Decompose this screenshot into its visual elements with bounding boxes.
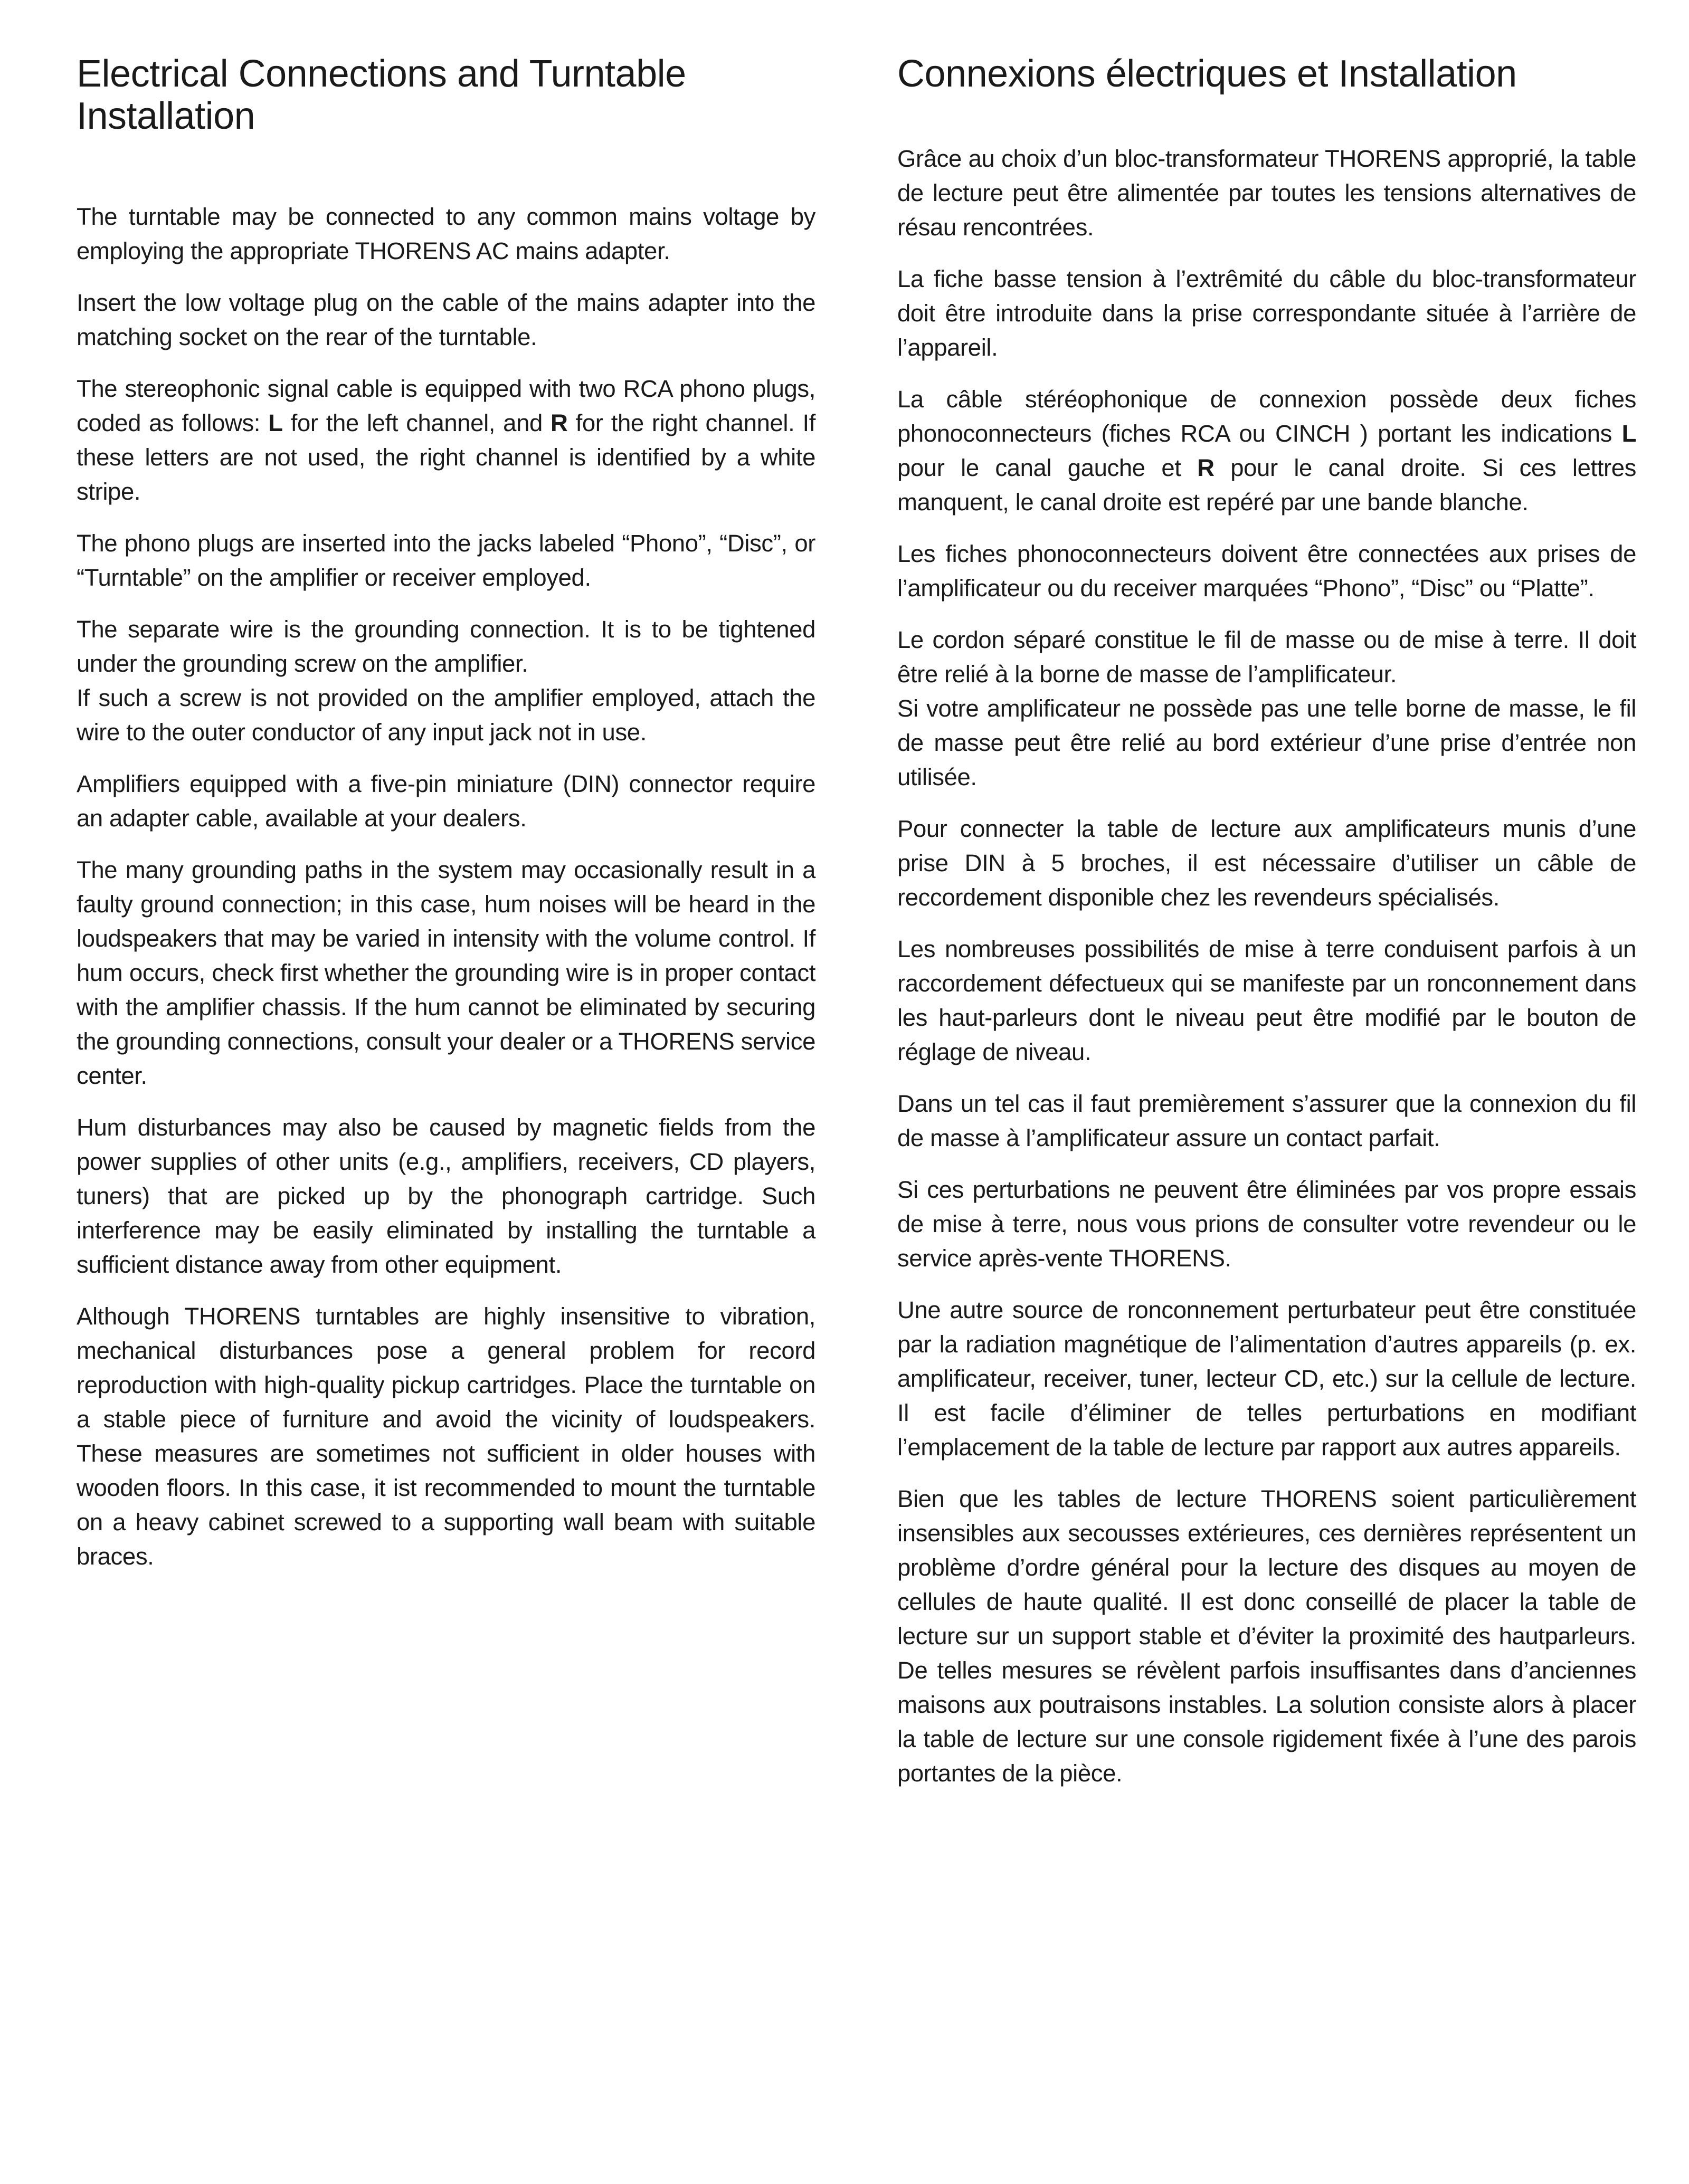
english-paragraph-mains-voltage: The turntable may be connected to any common mains voltage by employing the appropriate THORENS AC mains adapter. bbox=[77, 203, 815, 264]
french-paragraph-check-ground: Dans un tel cas il faut premièrement s’assurer que la connexion du fil de masse à l’amplificateur assure un contact parfait. bbox=[897, 1090, 1636, 1151]
french-signal-cable-text-b: pour le canal gauche et bbox=[897, 454, 1198, 481]
french-paragraph-consult-dealer: Si ces perturbations ne peuvent être éliminées par vos propre essais de mise à terre, nous vous prions de consulter votre revendeur ou le service après-vente THORENS. bbox=[897, 1176, 1636, 1272]
french-paragraph-mains-voltage: Grâce au choix d’un bloc-transformateur THORENS approprié, la table de lecture peut être alimentée par toutes les tensions alternatives de résau rencontrées. bbox=[897, 145, 1636, 241]
french-paragraph-grounding-wire: Le cordon séparé constitue le fil de masse ou de mise à terre. Il doit être relié à la borne de masse de l’amplificateur. bbox=[897, 626, 1636, 688]
english-paragraph-vibration: Although THORENS turntables are highly insensitive to vibration, mechanical disturbances pose a general problem for record reproduction with high-quality pickup cartridges. Place the turntable on a stable piece of furniture and avoid the vicinity of loudspeakers. These measures are sometimes not sufficient in older houses with wooden floors. In this case, it ist recommended to mount the turntable on a heavy cabinet screwed to a supporting wall beam with suitable braces. bbox=[77, 1303, 815, 1570]
english-paragraph-low-voltage-plug: Insert the low voltage plug on the cable of the mains adapter into the matching socket on the rear of the turntable. bbox=[77, 289, 815, 350]
french-paragraph-signal-cable bbox=[897, 382, 1636, 519]
english-signal-cable-text-b: for the left channel, and bbox=[282, 409, 551, 436]
french-signal-cable-text-c: pour le canal droite. Si ces lettres manquent, le canal droite est repéré par une bande blanche. bbox=[897, 454, 1636, 516]
english-signal-cable-text-c: for the right channel. If these letters are not used, the right channel is identified by a white stripe. bbox=[77, 409, 815, 505]
french-column bbox=[897, 53, 1636, 1808]
french-paragraph-phono-jacks: Les fiches phonoconnecteurs doivent être connectées aux prises de l’amplificateur ou du receiver marquées “Phono”, “Disc” ou “Platte”. bbox=[897, 540, 1636, 602]
english-paragraph-phono-jacks: The phono plugs are inserted into the jacks labeled “Phono”, “Disc”, or “Turntable” on the amplifier or receiver employed. bbox=[77, 530, 815, 591]
english-signal-cable-text-a: The stereophonic signal cable is equipped with two RCA phono plugs, coded as follows: bbox=[77, 375, 815, 436]
french-right-channel-code: R bbox=[1197, 454, 1214, 481]
french-paragraph-din-adapter: Pour connecter la table de lecture aux amplificateurs munis d’une prise DIN à 5 broches, il est nécessaire d’utiliser un câble de reccordement disponible chez les revendeurs spécialisés. bbox=[897, 815, 1636, 911]
english-section-title: Electrical Connections and Turntable Installation bbox=[77, 53, 686, 137]
french-signal-cable-text-a: La câble stéréophonique de connexion possède deux fiches phonoconnecteurs (fiches RCA ou CINCH ) portant les indications bbox=[897, 386, 1636, 447]
english-paragraph-signal-cable bbox=[77, 371, 815, 509]
english-column bbox=[77, 53, 815, 1591]
french-paragraph-grounding-alternative: Si votre amplificateur ne possède pas une telle borne de masse, le fil de masse peut être relié au bord extérieur d’une prise d’entrée non utilisée. bbox=[897, 695, 1636, 790]
english-paragraph-grounding-alternative: If such a screw is not provided on the amplifier employed, attach the wire to the outer conductor of any input jack not in use. bbox=[77, 684, 815, 746]
english-right-channel-code: R bbox=[551, 409, 568, 436]
french-section-title: Connexions électriques et Installation bbox=[897, 53, 1517, 95]
english-paragraph-hum-magnetic: Hum disturbances may also be caused by magnetic fields from the power supplies of other units (e.g., amplifiers, receivers, CD players, tuners) that are picked up by the phonograph cartridge. Such interference may be easily eliminated by installing the turntable a sufficient distance away from other equipment. bbox=[77, 1114, 815, 1278]
french-paragraph-low-voltage-plug: La fiche basse tension à l’extrêmité du câble du bloc-transformateur doit être introduite dans la prise correspondante située à l’arrière de l’appareil. bbox=[897, 265, 1636, 361]
english-paragraph-din-adapter: Amplifiers equipped with a five-pin miniature (DIN) connector require an adapter cable, available at your dealers. bbox=[77, 770, 815, 832]
english-paragraph-grounding-wire: The separate wire is the grounding connection. It is to be tightened under the grounding screw on the amplifier. bbox=[77, 616, 815, 677]
french-left-channel-code: L bbox=[1621, 420, 1636, 447]
french-paragraph-hum-magnetic: Une autre source de ronconnement perturbateur peut être constituée par la radiation magnétique de l’alimentation d’autres appareils (p. ex. amplificateur, receiver, tuner, lecteur CD, etc.) sur la cellule de lecture. Il est facile d’éliminer de telles perturbations en modifiant l’emplacement de la table de lecture par rapport aux autres appareils. bbox=[897, 1296, 1636, 1461]
english-paragraph-hum-grounding: The many grounding paths in the system may occasionally result in a faulty ground connection; in this case, hum noises will be heard in the loudspeakers that may be varied in intensity with the volume control. If hum occurs, check first whether the grounding wire is in proper contact with the amplifier chassis. If the hum cannot be eliminated by securing the grounding connections, consult your dealer or a THORENS service center. bbox=[77, 856, 815, 1089]
french-paragraph-hum-grounding: Les nombreuses possibilités de mise à terre conduisent parfois à un raccordement défectueux qui se manifeste par un ronconnement dans les haut-parleurs dont le niveau peut être modifié par le bouton de réglage de niveau. bbox=[897, 936, 1636, 1065]
french-paragraph-vibration: Bien que les tables de lecture THORENS soient particulièrement insensibles aux secousses extérieures, ces dernières représentent un problème d’ordre général pour la lecture des disques au moyen de cellules de haute qualité. Il est donc conseillé de placer la table de lecture sur un support stable et d’éviter la proximité des hautparleurs. De telles mesures se révèlent parfois insuffisantes dans d’anciennes maisons aux poutraisons instables. La solution consiste alors à placer la table de lecture sur une console rigidement fixée à l’une des parois portantes de la pièce. bbox=[897, 1485, 1636, 1787]
english-left-channel-code: L bbox=[268, 409, 283, 436]
